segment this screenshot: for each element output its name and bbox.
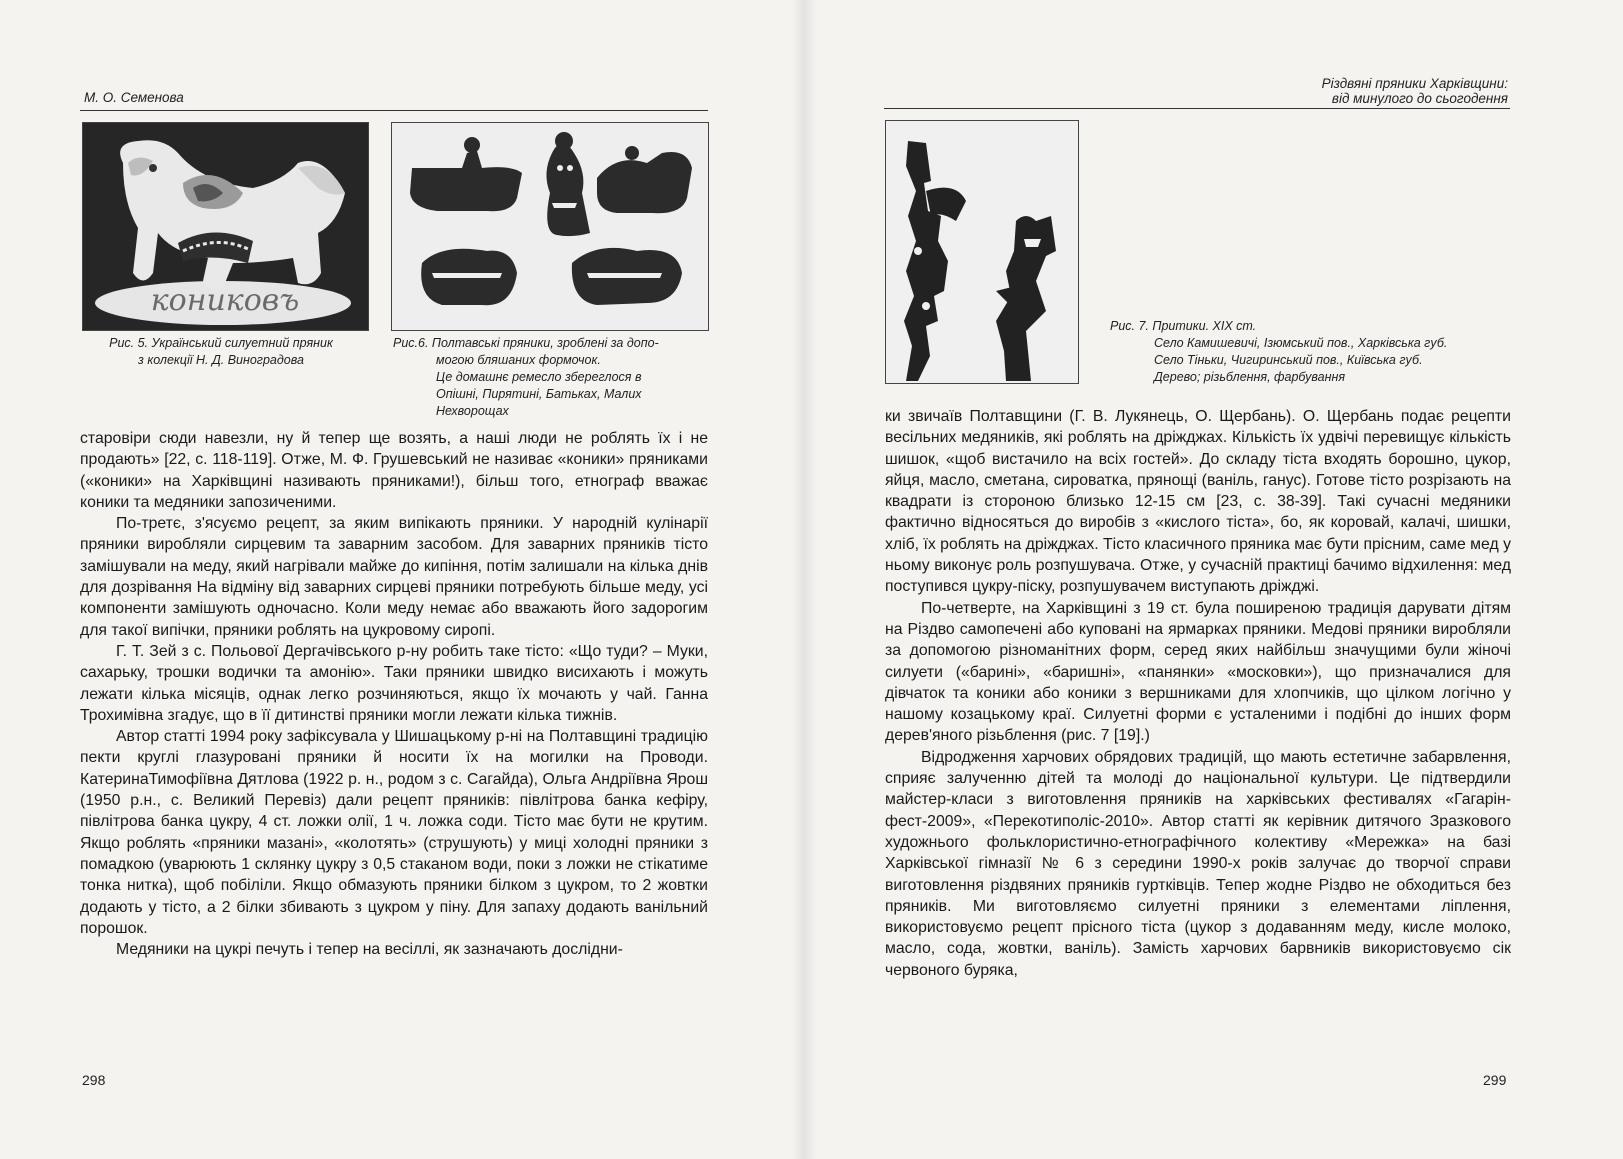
- figure-5-caption-line: Рис. 5. Український силуетний пряник: [109, 336, 333, 350]
- figure-7-caption-line: Рис. 7. Притики. XIX ст.: [1110, 319, 1257, 333]
- figure-5-photo: [82, 122, 369, 331]
- header-rule-right: [884, 108, 1510, 109]
- body-paragraph: Автор статті 1994 року зафіксувала у Шишацькому р-ні на Полтавщині традицію пекти круглі глазуровані пряники й носити їх на могилки на Проводи. КатеринаТимофіївна Дятлова (1922 р. н., родом з с. Сагайда), Ольга Андріївна Ярош (1950 р.н., с. Великий Перевіз) дали рецепт пряників: півлітрова банка кефіру, півлітрова банка цукру, 4 ст. ложки олії, 1 ч. ложка соди. Тісто має бути не крутим. Якщо роблять «пряники мазані», «колотять» (струшують) у миці холодні пряники з помадкою (уварюють 1 склянку цукру з 0,5 стаканом води, поки з ложки не стікатиме тонка нитка), щоб побіліли. Якщо обмазують пряники білком з цукром, то 2 жовтки додають у тісто, а 2 білки збивають з цукром у піну. Для запаху додають ванільний порошок.: [80, 728, 708, 937]
- running-head-left: М. О. Семенова: [84, 90, 184, 105]
- body-paragraph: Медяники на цукрі печуть і тепер на весіллі, як зазначають дослідни-: [116, 941, 623, 959]
- body-paragraph: По-четверте, на Харківщині з 19 ст. була поширеною традиція дарувати дітям на Різдво самопечені або куповані на ярмарках пряники. Медові пряники виробляли за допомогою різноманітних форм, серед яких найбільш значущими були жіночі силуети («барині», «баришні», «панянки» «московки»), що призначалися для дівчаток та коники або коники з вершниками для хлопчиків, що цілком логічно у нашому козацькому краї. Силуетні форми є усталеними і подібні до інших форм дерев'яного різьблення (рис. 7 [19].): [885, 599, 1511, 745]
- figure-6-caption-line: могою бляшаних формочок.: [436, 353, 601, 367]
- figure-6-photo: [391, 122, 709, 331]
- figure-7-photo: [885, 120, 1079, 384]
- figure-7-caption-line: Дерево; різьблення, фарбування: [1154, 370, 1346, 384]
- body-paragraph: старовіри сюди навезли, ну й тепер ще возять, а наші люди не роблять їх і не продають» [22, с. 118-119]. Отже, М. Ф. Грушевський не називає «коники» пряниками («коники» на Харківщині називають пряниками!), більш того, етнограф вважає коники та медяники запозиченими.: [80, 430, 708, 511]
- left-body-text: [80, 428, 708, 960]
- header-rule-left: [80, 110, 708, 111]
- right-page: [808, 0, 1623, 1159]
- body-paragraph: Відродження харчових обрядових традицій, що мають естетичне забарвлення, сприяє залученню дітей та молоді до національної культури. Це підтвердили майстер-класи з виготовлення пряників на харківських фестивалях «Гагарін-фест-2009», «Перекотиполіс-2010». Автор статті як керівник дитячого Зразкового художнього фольклористично-етнографічного колективу «Мережка» на базі Харківської гімназії № 6 з середини 1990-х років залучає до творчої справи виготовлення різдвяних пряників гуртківців. Тепер жодне Різдво не обходиться без пряників. Ми виготовляємо силуетні пряники з елементами ліплення, використовуємо рецепт прісного тіста (цукор з додаванням меду, кисле молоко, масло, сода, жовтки, ваніль). Замість харчових барвників використовуємо сік червоного буряка,: [885, 748, 1511, 979]
- running-head-right: [1108, 76, 1508, 106]
- horse-gingerbread-image: [83, 123, 368, 330]
- figure-6-caption-line: Рис.6. Полтавські пряники, зроблені за допо-: [393, 336, 659, 350]
- figure-7-caption-line: Село Тіньки, Чигиринський пов., Київська губ.: [1154, 353, 1423, 367]
- right-body-text: [885, 406, 1511, 981]
- page-number-left: 298: [82, 1072, 106, 1088]
- body-paragraph: По-третє, з'ясуємо рецепт, за яким випікають пряники. У народній кулінарії пряники виробляли сирцевим та заварним засобом. Для заварних пряників тісто замішували на меду, який нагрівали майже до кипіння, потім залишали на кілька днів для дозрівання На відміну від заварних сирцеві пряники потребують більше меду, усі компоненти замішують одночасно. Коли меду немає або вважають його задорогим для такої випічки, пряники роблять на цукровому сиропі.: [80, 515, 708, 639]
- figure-5-caption: [86, 335, 356, 369]
- body-paragraph: ки звичаїв Полтавщини (Г. В. Лукянець, О. Щербань). О. Щербань подає рецепти весільних медяників, які роблять на дріжджах. Кількість їх удвічі перевищує кількість шишок, «щоб вистачило на всіх гостей». До складу тіста входять борошно, цукор, яйця, масло, сметана, сироватка, прянощі (ваніль, ганус). Готове тісто розрізають на квадрати із стороною близько 12-15 см [23, с. 38-39]. Такі сучасні медяники фактично відносяться до виробів з «кислого тіста», бо, як коровай, калачі, шишки, хліб, їх роблять на дріжджах. Тісто класичного пряника має бути прісним, саме мед у ньому виконує роль розпушувача. Отже, у сучасній практиці бачимо відхилення: мед поступився цукру-піску, розпушувачем виступають дріжджі.: [885, 408, 1511, 596]
- figure-7-caption-line: Село Камишевичі, Ізюмський пов., Харківська губ.: [1154, 336, 1448, 350]
- figure-6-caption: [393, 335, 713, 420]
- carved-stamps-image: [886, 121, 1078, 383]
- figure-5-caption-line: з колекції Н. Д. Виноградова: [138, 353, 304, 367]
- left-page: [0, 0, 800, 1159]
- figure-6-caption-line: Нехворощах: [436, 404, 509, 418]
- poltava-gingerbreads-image: [392, 123, 708, 330]
- figure-6-caption-line: Це домашнє ремесло збереглося в: [436, 370, 642, 384]
- figure-7-caption: [1110, 318, 1530, 386]
- running-head-line: Різдвяні пряники Харківщини:: [1321, 76, 1508, 91]
- running-head-line: від минулого до сьогодення: [1331, 91, 1508, 106]
- figure-6-caption-line: Опішні, Пирятині, Батьках, Малих: [436, 387, 642, 401]
- body-paragraph: Г. Т. Зей з с. Польової Дергачівського р-ну робить таке тісто: «Що туди? – Муки, сахарьку, трошки водички та амонію». Таки пряники швидко висихають і можуть лежати кілька місяців, однак легко розчиняються, якщо їх мочають у чай. Ганна Трохимівна згадує, що в її дитинстві пряники могли лежати кілька тижнів.: [80, 642, 708, 724]
- page-number-right: 299: [1483, 1072, 1507, 1088]
- figure-5-inscription: кониковъ: [150, 283, 300, 318]
